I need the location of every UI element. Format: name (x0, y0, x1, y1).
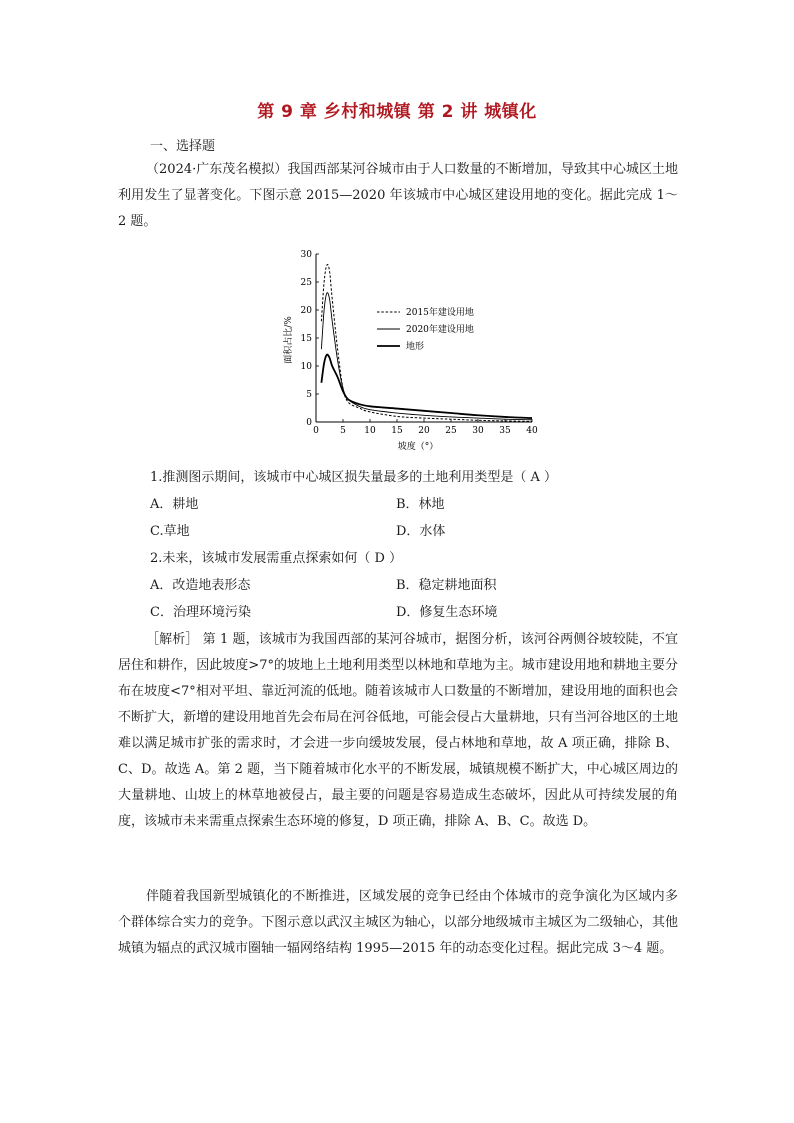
x-tick-label: 5 (340, 426, 346, 436)
x-tick-label: 30 (472, 426, 484, 436)
legend-label-2: 2020年建设用地 (406, 325, 474, 335)
question-2-option-c: C．治理环境污染 (150, 605, 251, 620)
intro-paragraph-2: 伴随着我国新型城镇化的不断推进，区域发展的竞争已经由个体城市的竞争演化为区域内多个群体综合实力的竞争。下图示意以武汉主城区为轴心，以部分地级城市主城区为二级轴心，其他城镇为辐点的武汉城市圈轴一辐网络结构 1995—2015 年的动态变化过程。据此完成 3～4 题。 (118, 889, 678, 956)
legend-label-3: 地形 (406, 342, 425, 352)
page-title: 第 9 章 乡村和城镇 第 2 讲 城镇化 (257, 102, 537, 122)
analysis-paragraph: ［解析］ 第 1 题，该城市为我国西部的某河谷城市，据图分析，该河谷两侧谷坡较陡，不宜居住和耕作，因此坡度>7°的坡地上土地利用类型以林地和草地为主。城市建设用地和耕地主要分布在坡度<7°相对平坦、靠近河流的低地。随着该城市人口数量的不断增加，建设用地的面积也会不断扩大，新增的建设用地首先会布局在河谷低地，可能会侵占大量耕地，只有当河谷地区的土地难以满足城市扩张的需求时，才会进一步向缓坡发展，侵占林地和草地，故 A 项正确，排除 B、C、D。故选 A。第 2 题，当下随着城市化水平的不断发展，城镇规模不断扩大，中心城区周边的大量耕地、山坡上的林草地被侵占，最主要的问题是容易造成生态破坏，因此从可持续发展的角度，该城市未来需重点探索生态环境的修复，D 项正确，排除 A、B、C。故选 D。 (118, 632, 678, 829)
x-tick-label: 35 (499, 426, 511, 436)
x-tick-label: 10 (364, 426, 376, 436)
legend-label-1: 2015年建设用地 (406, 308, 474, 318)
y-tick-label: 5 (306, 390, 312, 400)
chart-lines (321, 265, 532, 422)
question-2-option-b: B．稳定耕地面积 (396, 578, 497, 593)
x-tick-label: 20 (418, 426, 430, 436)
y-tick-label: 20 (300, 306, 312, 316)
chart-legend (377, 306, 474, 352)
x-tick-label: 25 (445, 426, 457, 436)
question-1-stem: 1.推测图示期间，该城市中心城区损失量最多的土地利用类型是（ A ） (150, 470, 558, 485)
question-2-stem: 2.未来，该城市发展需重点探索如何（ D ） (150, 551, 403, 566)
intro-paragraph: （2024·广东茂名模拟）我国西部某河谷城市由于人口数量的不断增加，导致其中心城区土地利用发生了显著变化。下图示意 2015—2020 年该城市中心城区建设用地的变化。据此完成 1～2 题。 (118, 162, 678, 229)
y-tick-label: 15 (300, 334, 312, 344)
question-1-option-c: C.草地 (150, 524, 190, 539)
question-1-option-d: D．水体 (396, 524, 446, 539)
section-heading: 一、选择题 (150, 139, 216, 154)
question-2-option-d: D．修复生态环境 (396, 605, 498, 620)
chart-axes (316, 254, 532, 422)
question-1-option-a: A．耕地 (150, 497, 199, 512)
y-tick-label: 10 (300, 362, 312, 372)
x-axis-label: 坡度（°） (397, 442, 439, 452)
question-2-option-a: A．改造地表形态 (150, 578, 251, 593)
question-1-option-b: B．林地 (396, 497, 445, 512)
series-line-3 (321, 355, 532, 419)
x-tick-label: 40 (526, 426, 538, 436)
x-tick-label: 15 (391, 426, 403, 436)
y-tick-label: 30 (300, 250, 312, 260)
y-axis-label: 面积占比/% (284, 316, 294, 364)
y-tick-label: 25 (300, 278, 312, 288)
slope-area-chart (280, 240, 550, 452)
y-tick-label: 0 (306, 418, 312, 428)
x-tick-label: 0 (313, 426, 319, 436)
series-line-1 (321, 265, 532, 422)
